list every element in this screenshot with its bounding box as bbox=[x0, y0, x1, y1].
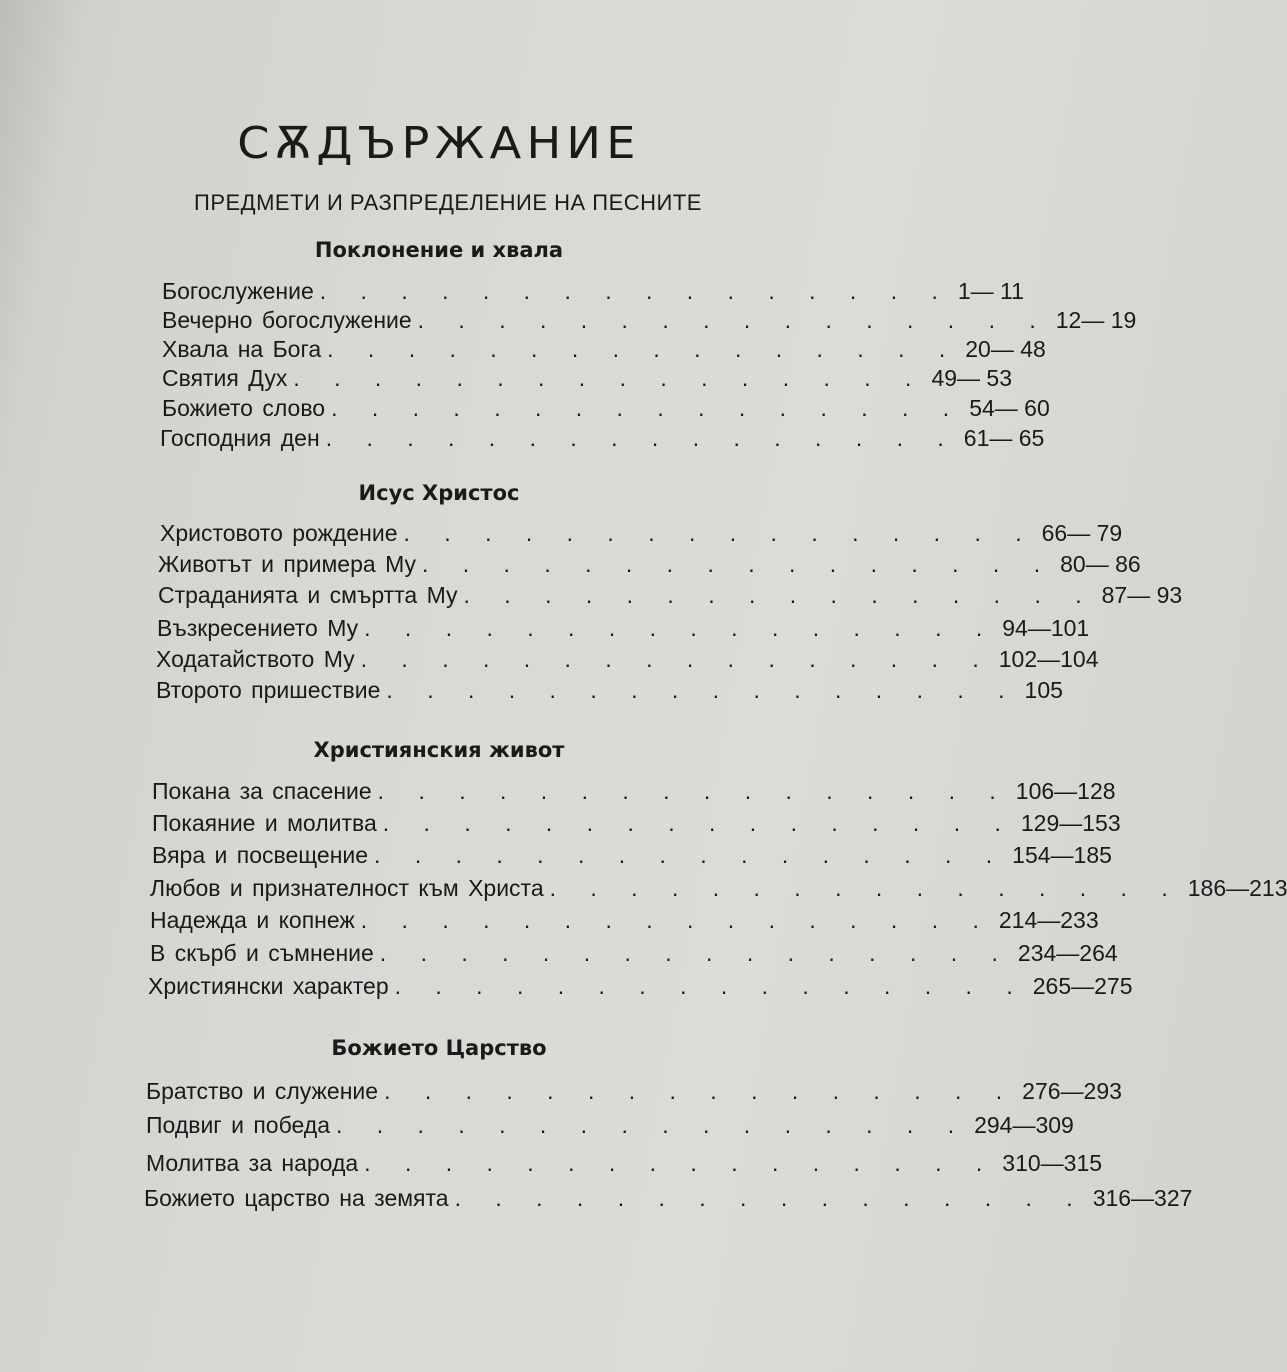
dot-leader: . . . . . . . . . . . . . . . . bbox=[382, 810, 1015, 836]
toc-entry bbox=[156, 675, 1063, 705]
toc-entry-label: Страданията и смъртта Му bbox=[158, 582, 458, 608]
toc-entry-range: 316—327 bbox=[1092, 1185, 1193, 1211]
toc-entry-range: 54— 60 bbox=[969, 395, 1050, 421]
toc-entry-range: 106—128 bbox=[1015, 778, 1116, 804]
toc-entry-range: 186—213 bbox=[1187, 875, 1287, 901]
dot-leader: . . . . . . . . . . . . . . . . bbox=[403, 520, 1036, 546]
dot-leader: . . . . . . . . . . . . . . . . bbox=[364, 1150, 997, 1176]
toc-entry bbox=[160, 423, 1045, 453]
toc-entry bbox=[150, 905, 1099, 935]
dot-leader: . . . . . . . . . . . . . . . . bbox=[549, 875, 1182, 901]
dot-leader: . . . . . . . . . . . . . . . . bbox=[422, 551, 1055, 577]
dot-leader: . . . . . . . . . . . . . . . . bbox=[384, 1078, 1017, 1104]
toc-entry bbox=[152, 808, 1121, 838]
toc-entry-label: Хвала на Бога bbox=[162, 336, 322, 362]
toc-entry-range: 80— 86 bbox=[1060, 551, 1141, 577]
toc-entry bbox=[152, 776, 1116, 806]
toc-entry-range: 20— 48 bbox=[965, 336, 1046, 362]
dot-leader: . . . . . . . . . . . . . . . . bbox=[364, 615, 997, 641]
toc-entry-label: Възкресението Му bbox=[157, 615, 359, 641]
section-heading: Християнския живот bbox=[313, 738, 565, 762]
toc-entry bbox=[162, 276, 1024, 306]
section-heading: Поклонение и хвала bbox=[314, 238, 564, 262]
toc-entry-range: 87— 93 bbox=[1101, 582, 1183, 608]
dot-leader: . . . . . . . . . . . . . . . . bbox=[417, 307, 1050, 333]
toc-entry bbox=[157, 613, 1090, 643]
toc-entry-label: Подвиг и победа bbox=[146, 1112, 330, 1138]
toc-entry bbox=[152, 840, 1112, 870]
dot-leader: . . . . . . . . . . . . . . . . bbox=[379, 940, 1012, 966]
toc-entry-label: Христовото рождение bbox=[160, 520, 398, 546]
dot-leader: . . . . . . . . . . . . . . . . bbox=[331, 395, 964, 421]
dot-leader: . . . . . . . . . . . . . . . . bbox=[335, 1112, 969, 1138]
toc-entry-label: Молитва за народа bbox=[146, 1150, 359, 1176]
toc-entry-label: Братство и служение bbox=[146, 1078, 379, 1104]
dot-leader: . . . . . . . . . . . . . . . . bbox=[374, 842, 1007, 868]
toc-entry-label: Християнски характер bbox=[148, 973, 389, 999]
toc-entry-label: Господния ден bbox=[160, 425, 320, 451]
toc-entry-label: Святия Дух bbox=[162, 365, 288, 391]
dot-leader: . . . . . . . . . . . . . . . . bbox=[463, 582, 1096, 608]
toc-entry-range: 129—153 bbox=[1020, 810, 1121, 836]
toc-entry bbox=[162, 363, 1013, 393]
toc-entry-label: Богослужение bbox=[162, 278, 314, 304]
section-heading: Божието Царство bbox=[331, 1036, 547, 1060]
toc-entry-range: 294—309 bbox=[974, 1112, 1074, 1138]
toc-entry-label: Покана за спасение bbox=[152, 778, 372, 804]
dot-leader: . . . . . . . . . . . . . . . . bbox=[327, 336, 960, 362]
toc-entry-range: 102—104 bbox=[998, 646, 1099, 672]
toc-entry-range: 310—315 bbox=[1002, 1150, 1103, 1176]
toc-entry bbox=[158, 549, 1141, 579]
toc-entry-range: 49— 53 bbox=[931, 365, 1013, 391]
dot-leader: . . . . . . . . . . . . . . . . bbox=[386, 677, 1019, 703]
toc-entry bbox=[146, 1110, 1074, 1140]
toc-entry bbox=[150, 938, 1118, 968]
toc-entry bbox=[146, 1148, 1103, 1178]
page-title: СѪДЪРЖАНИЕ bbox=[237, 118, 641, 169]
toc-entry bbox=[148, 971, 1133, 1001]
toc-entry bbox=[144, 1183, 1193, 1213]
toc-entry-range: 94—101 bbox=[1002, 615, 1090, 641]
toc-entry-range: 154—185 bbox=[1012, 842, 1112, 868]
dot-leader: . . . . . . . . . . . . . . . . bbox=[454, 1185, 1087, 1211]
toc-entry-range: 12— 19 bbox=[1055, 307, 1137, 333]
dot-leader: . . . . . . . . . . . . . . . . bbox=[360, 907, 993, 933]
toc-entry-range: 214—233 bbox=[998, 907, 1099, 933]
toc-entry bbox=[158, 580, 1183, 610]
toc-entry-range: 61— 65 bbox=[963, 425, 1045, 451]
toc-entry-label: Ходатайството Му bbox=[156, 646, 355, 672]
toc-entry-range: 276—293 bbox=[1022, 1078, 1122, 1104]
toc-entry-label: Божието царство на земята bbox=[144, 1185, 449, 1211]
toc-entry bbox=[146, 1076, 1122, 1106]
dot-leader: . . . . . . . . . . . . . . . . bbox=[377, 778, 1010, 804]
toc-entry bbox=[162, 334, 1046, 364]
dot-leader: . . . . . . . . . . . . . . . . bbox=[293, 365, 926, 391]
toc-entry bbox=[160, 518, 1123, 548]
toc-entry-range: 105 bbox=[1024, 677, 1063, 703]
toc-entry-label: Животът и примера Му bbox=[158, 551, 416, 577]
toc-entry bbox=[150, 873, 1287, 903]
page-subtitle: ПРЕДМЕТИ И РАЗПРЕДЕЛЕНИЕ НА ПЕСНИТЕ bbox=[194, 190, 702, 215]
section-heading: Исус Христос bbox=[358, 481, 520, 505]
toc-entry bbox=[162, 305, 1137, 335]
toc-entry bbox=[162, 393, 1050, 423]
toc-entry-range: 265—275 bbox=[1032, 973, 1133, 999]
toc-entry-label: Покаяние и молитва bbox=[152, 810, 377, 836]
toc-entry-label: Надежда и копнеж bbox=[150, 907, 355, 933]
toc-entry-label: Вечерно богослужение bbox=[162, 307, 412, 333]
toc-entry-label: В скърб и съмнение bbox=[150, 940, 374, 966]
toc-entry-range: 1— 11 bbox=[957, 278, 1024, 304]
dot-leader: . . . . . . . . . . . . . . . . bbox=[319, 278, 952, 304]
dot-leader: . . . . . . . . . . . . . . . . bbox=[325, 425, 958, 451]
toc-entry-label: Божието слово bbox=[162, 395, 326, 421]
dot-leader: . . . . . . . . . . . . . . . . bbox=[360, 646, 993, 672]
toc-entry bbox=[156, 644, 1099, 674]
toc-entry-label: Любов и признателност към Христа bbox=[150, 875, 544, 901]
dot-leader: . . . . . . . . . . . . . . . . bbox=[394, 973, 1027, 999]
toc-entry-label: Вяра и посвещение bbox=[152, 842, 369, 868]
toc-entry-label: Второто пришествие bbox=[156, 677, 381, 703]
toc-entry-range: 234—264 bbox=[1017, 940, 1118, 966]
toc-entry-range: 66— 79 bbox=[1041, 520, 1123, 546]
